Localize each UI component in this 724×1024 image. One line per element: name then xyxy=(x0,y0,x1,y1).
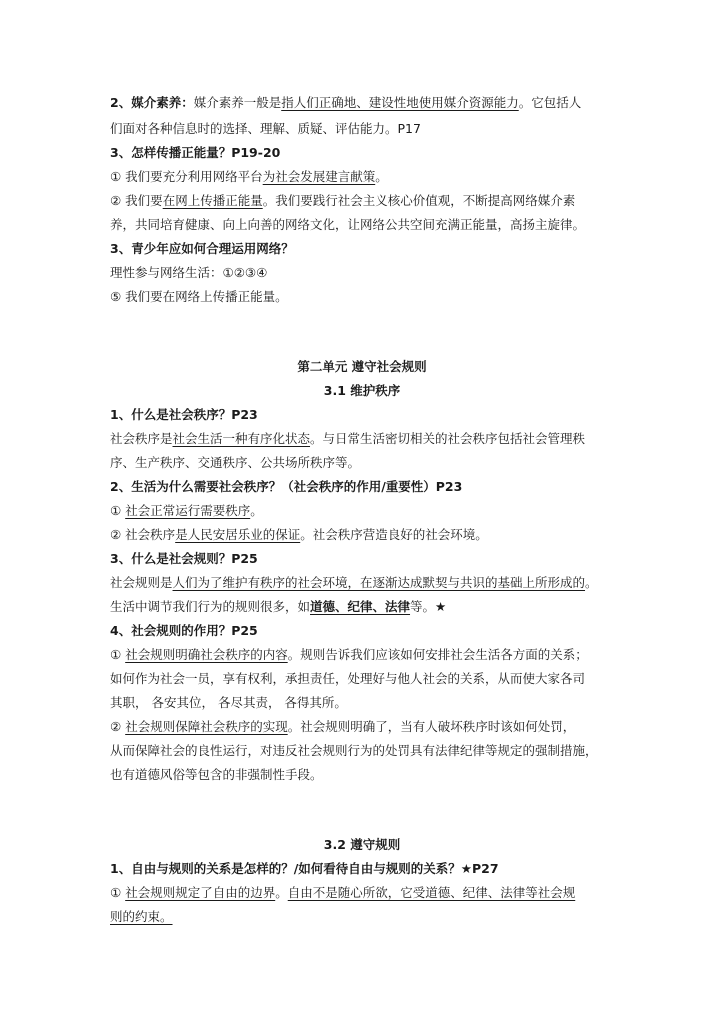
paragraph-line: ⑤ 我们要在网络上传播正能量。 xyxy=(110,289,288,304)
text-span: 。规则告诉我们应该如何安排社会生活各方面的关系； xyxy=(287,647,588,662)
text-span: 。我们要践行社会主义核心价值观，不断提高网络媒介素 xyxy=(262,193,576,208)
underlined-key-point: 社会规则规定了自由的边界 xyxy=(125,885,276,900)
underlined-key-point: 为社会发展建言献策 xyxy=(262,169,376,184)
text-span: 社会规则是 xyxy=(110,575,173,590)
answer-point-1 xyxy=(110,646,588,664)
answer-point-2 xyxy=(110,718,575,736)
paragraph-line: 其职， 各安其位， 各尽其责， 各得其所。 xyxy=(110,695,347,710)
paragraph-line: 如何作为社会一员，享有权利，承担责任，处理好与他人社会的关系，从而使大家各司 xyxy=(110,671,586,686)
answer-point-2 xyxy=(110,526,488,544)
text-span: 。 xyxy=(275,885,288,900)
text-span: 。社会规则明确了，当有人破坏秩序时该如何处罚， xyxy=(287,719,576,734)
text-span: 生活中调节我们行为的规则很多，如 xyxy=(110,599,311,614)
text-span: ② 社会秩序 xyxy=(110,527,176,542)
text-span: 。 xyxy=(375,169,388,184)
question-heading: 3、怎样传播正能量？P19-20 xyxy=(110,145,281,160)
underlined-key-point: 自由不是随心所欲，它受道德、纪律、法律等社会规 xyxy=(287,885,576,900)
text-span: 。 xyxy=(250,503,263,518)
underlined-key-point: 是人民安居乐业的保证 xyxy=(175,527,301,542)
paragraph-line: 也有道德风俗等包含的非强制性手段。 xyxy=(110,767,323,782)
underlined-key-point: 指人们正确地、建设性地使用媒介资源能力 xyxy=(281,95,519,110)
text-span: ① xyxy=(110,647,126,662)
paragraph-line: 从而保障社会的良性运行，对违反社会规则行为的处罚具有法律纪律等规定的强制措施， xyxy=(110,743,598,758)
text-span: 等。★ xyxy=(410,599,447,614)
text-span: 媒介素养一般是 xyxy=(193,95,282,110)
question-heading: 4、社会规则的作用？P25 xyxy=(110,623,258,638)
text-span: ① xyxy=(110,503,126,518)
text-span: ① xyxy=(110,885,126,900)
section-title: 3.1 维护秩序 xyxy=(323,383,401,398)
question-heading: 1、什么是社会秩序？P23 xyxy=(110,407,258,422)
question-heading: 3、什么是社会规则？P25 xyxy=(110,551,258,566)
underlined-key-point: 则的约束。 xyxy=(110,909,173,924)
question-heading: 1、自由与规则的关系是怎样的？/如何看待自由与规则的关系？★P27 xyxy=(110,861,499,876)
paragraph-line: 们面对各种信息时的选择、理解、质疑、评估能力。P17 xyxy=(110,121,421,136)
answer-line xyxy=(110,430,585,448)
answer-point-2 xyxy=(110,192,575,210)
underlined-key-point: 社会正常运行需要秩序 xyxy=(125,503,251,518)
answer-point-1 xyxy=(110,884,575,902)
text-span: 。与日常生活密切相关的社会秩序包括社会管理秩 xyxy=(310,431,586,446)
underlined-key-point: 社会生活一种有序化状态 xyxy=(172,431,311,446)
text-span: 。 xyxy=(585,575,598,590)
paragraph-line: 养，共同培育健康、向上向善的网络文化，让网络公共空间充满正能量，高扬主旋律。 xyxy=(110,217,586,232)
answer-line xyxy=(110,574,598,592)
question-heading: 2、媒介素养： xyxy=(110,95,194,110)
underlined-key-point: 人们为了维护有秩序的社会环境，在逐渐达成默契与共识的基础上所形成的 xyxy=(172,575,586,590)
text-span: 。社会秩序营造良好的社会环境。 xyxy=(300,527,488,542)
unit-title: 第二单元 遵守社会规则 xyxy=(297,359,427,374)
text-span: ② xyxy=(110,719,126,734)
text-span: ① 我们要充分利用网络平台 xyxy=(110,169,263,184)
text-span: 社会秩序是 xyxy=(110,431,173,446)
answer-line xyxy=(110,598,446,616)
underlined-key-point: 在网上传播正能量 xyxy=(162,193,263,208)
paragraph-line: 序、生产秩序、交通秩序、公共场所秩序等。 xyxy=(110,455,361,470)
answer-line xyxy=(110,908,173,926)
underlined-key-point: 道德、纪律、法律 xyxy=(310,599,411,614)
question-heading: 2、生活为什么需要社会秩序？（社会秩序的作用/重要性）P23 xyxy=(110,479,463,494)
answer-point-1 xyxy=(110,168,388,186)
underlined-key-point: 社会规则保障社会秩序的实现 xyxy=(125,719,288,734)
paragraph-media-literacy xyxy=(110,94,581,112)
section-title: 3.2 遵守规则 xyxy=(323,837,401,852)
text-span: 。它包括人 xyxy=(518,95,582,110)
question-heading: 3、青少年应如何合理运用网络？ xyxy=(110,241,294,256)
answer-point-1 xyxy=(110,502,263,520)
underlined-key-point: 社会规则明确社会秩序的内容 xyxy=(125,647,288,662)
paragraph-line: 理性参与网络生活：①②③④ xyxy=(110,265,268,280)
text-span: ② 我们要 xyxy=(110,193,163,208)
